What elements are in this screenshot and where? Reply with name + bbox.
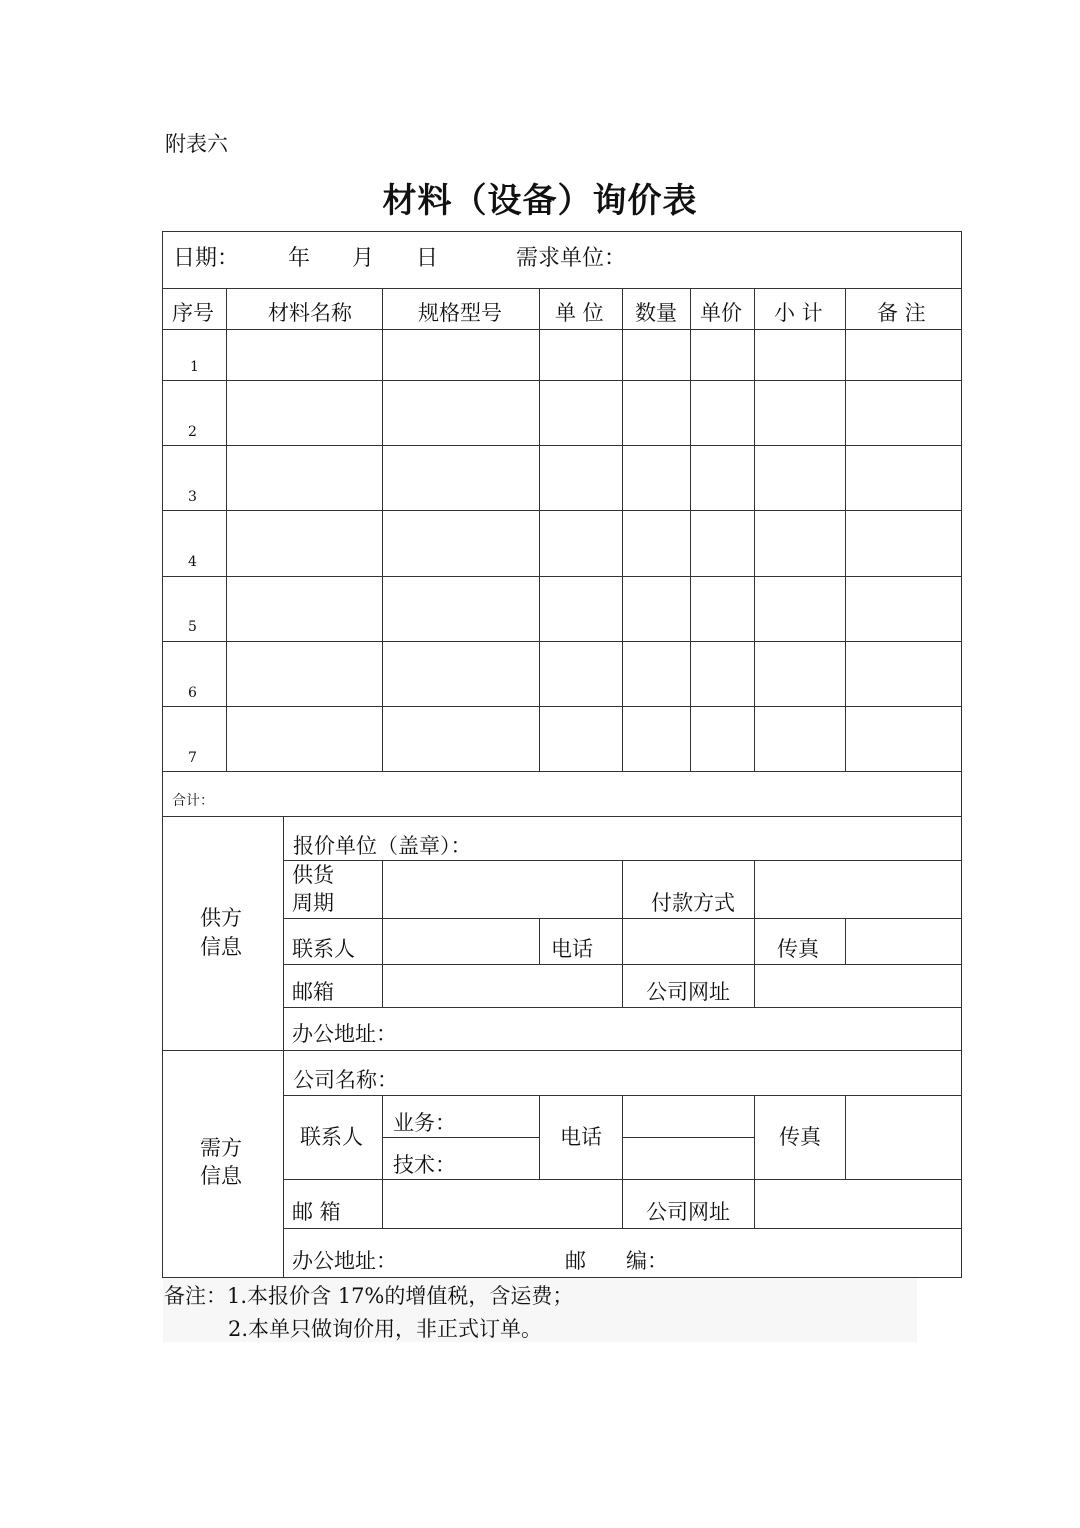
day-label: 日	[416, 246, 439, 271]
demander-website-label: 公司网址	[646, 1200, 730, 1224]
demander-fax-label: 传真	[779, 1125, 821, 1149]
col-header-material-name: 材料名称	[268, 301, 352, 325]
note-line-1: 备注：1.本报价含 17%的增值税，含运费；	[164, 1284, 574, 1308]
col-header-spec-model: 规格型号	[418, 301, 502, 325]
payment-method-label: 付款方式	[651, 891, 735, 915]
demand-unit-label: 需求单位：	[516, 246, 627, 271]
table-row-number: 5	[188, 619, 197, 635]
quote-unit-label: 报价单位（盖章）：	[293, 834, 472, 858]
technical-contact-label: 技术：	[393, 1153, 456, 1177]
demander-phone-label: 电话	[560, 1125, 602, 1149]
business-contact-label: 业务：	[393, 1111, 456, 1135]
demander-email-label: 邮 箱	[292, 1200, 341, 1224]
col-header-remarks: 备 注	[877, 301, 926, 325]
supplier-email-label: 邮箱	[292, 980, 334, 1004]
form-title: 材料（设备）询价表	[382, 181, 698, 221]
note-line-2: 2.本单只做询价用，非正式订单。	[228, 1317, 543, 1341]
month-label: 月	[352, 246, 375, 271]
table-row-number: 7	[188, 750, 197, 766]
col-header-quantity: 数量	[635, 301, 677, 325]
company-name-label: 公司名称：	[293, 1068, 398, 1092]
demander-section-label: 需方	[200, 1136, 242, 1160]
col-header-unit-price: 单价	[700, 301, 742, 325]
table-row-number: 3	[188, 489, 197, 505]
supplier-website-label: 公司网址	[646, 980, 730, 1004]
supplier-office-address-label: 办公地址：	[292, 1022, 397, 1046]
table-row-number: 1	[190, 359, 199, 375]
supplier-section-label: 供方	[200, 906, 242, 930]
supplier-section-label: 信息	[200, 935, 242, 959]
supplier-fax-label: 传真	[777, 937, 819, 961]
table-row-number: 2	[188, 424, 197, 440]
demander-office-address-label: 办公地址：	[292, 1249, 397, 1273]
table-row-number: 6	[188, 685, 197, 701]
table-row-number: 4	[188, 554, 197, 570]
year-label: 年	[288, 246, 311, 271]
date-label: 日期：	[173, 246, 240, 271]
delivery-period-label: 周期	[292, 891, 334, 915]
col-header-index: 序号	[172, 301, 214, 325]
supplier-contact-label: 联系人	[292, 937, 355, 961]
col-header-subtotal: 小 计	[774, 301, 823, 325]
demander-section-label: 信息	[200, 1164, 242, 1188]
delivery-period-label: 供货	[292, 863, 334, 887]
postcode-label: 邮 编：	[565, 1249, 669, 1273]
supplier-phone-label: 电话	[551, 937, 593, 961]
col-header-unit: 单 位	[555, 301, 604, 325]
demander-contact-label: 联系人	[300, 1125, 363, 1149]
appendix-label: 附表六	[165, 132, 228, 156]
total-label: 合计：	[172, 793, 214, 809]
